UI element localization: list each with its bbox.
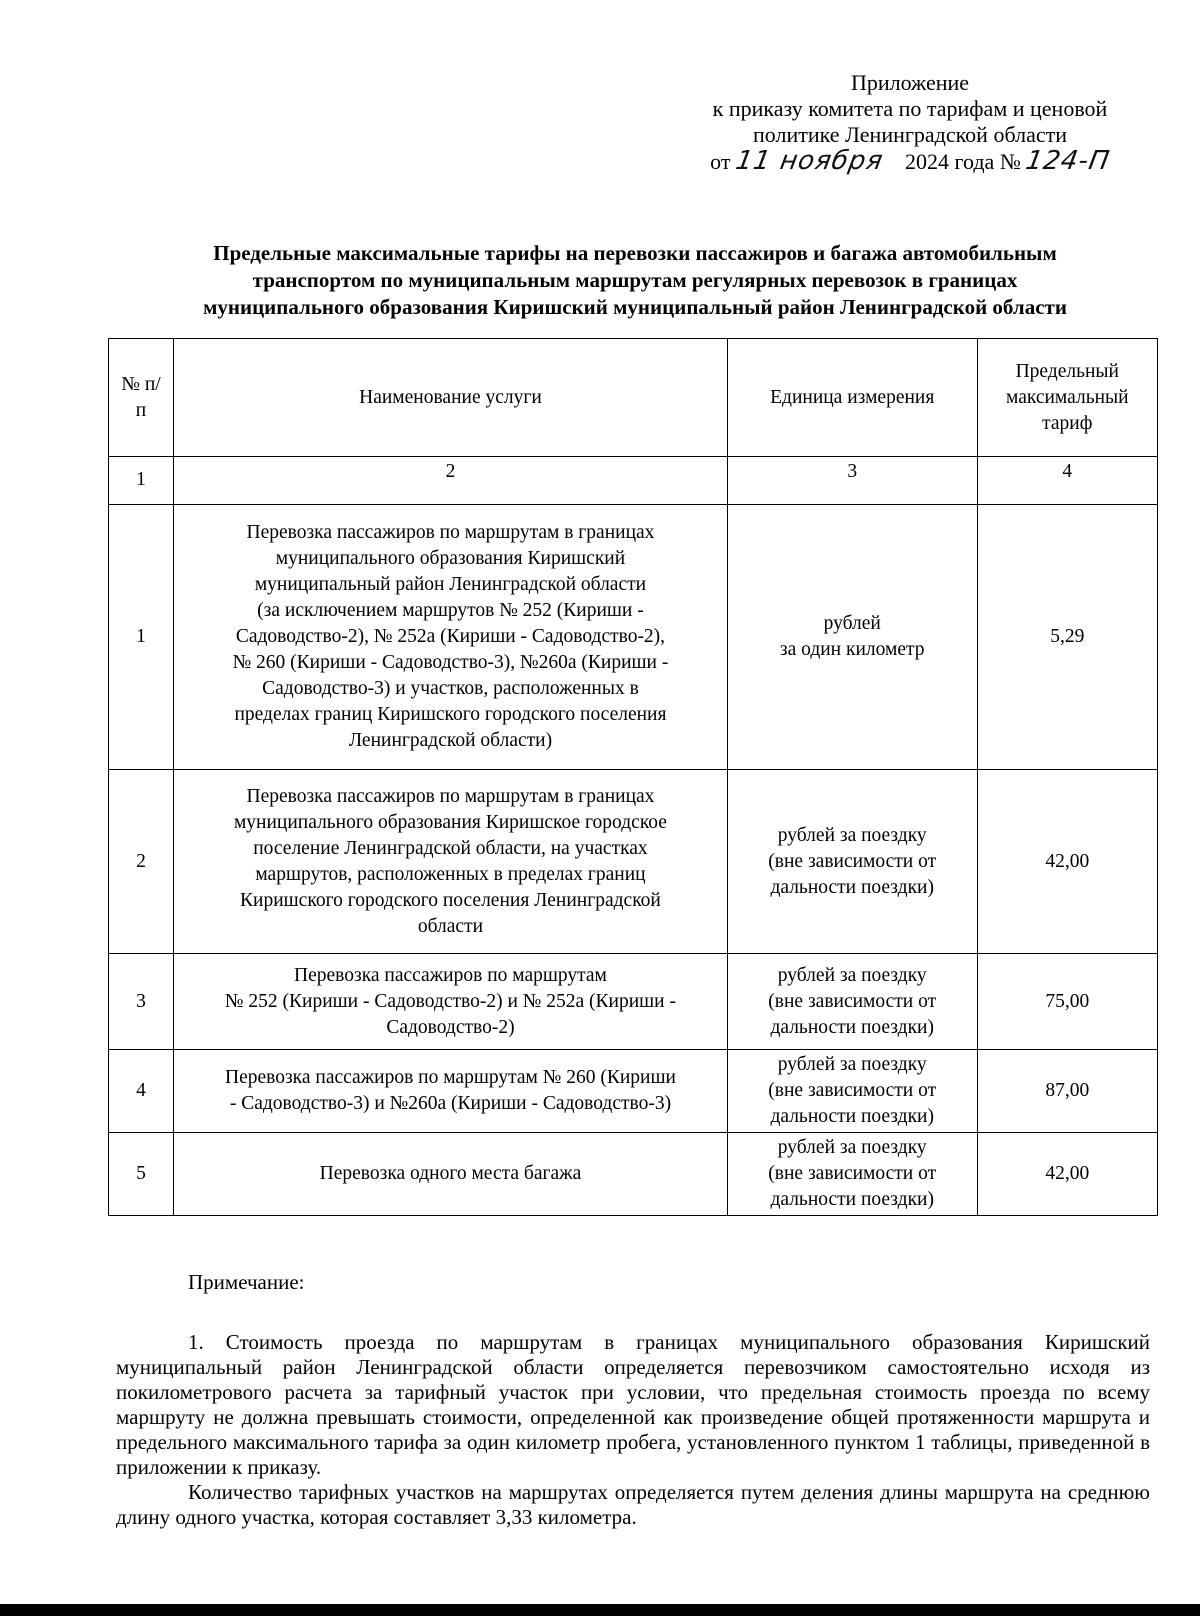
service-name-line: Перевозка одного места багажа [319,1163,582,1184]
service-name-line: - Садоводство-3) и №260а (Кириши - Садоводство-3) [229,1093,672,1114]
service-name-line: Перевозка пассажиров по маршрутам [294,964,607,986]
date-prefix: от [710,149,731,174]
note-text [116,1330,1150,1530]
handwritten-order-number: 124-П [1023,146,1113,176]
title-line-3: муниципального образования Киришский муниципальный район Ленинградской области [203,295,1067,319]
note-paragraph-1: 1. Стоимость проезда по маршрутам в границах муниципального образования Киришский муниципальный район Ленинградской области определяется перевозчиком самостоятельно исходя из покилометрового расчета за тарифный участок при условии, что предельная стоимость проезда по всему маршруту не должна превышать стоимости, определенной как произведение общей протяженности маршрута и предельного максимального тарифа за один километр пробега, установленного пунктом 1 таблицы, приведенной в приложении к приказу. [116,1330,1150,1479]
service-name [174,770,728,954]
unit-line: дальности поездки) [770,1016,934,1038]
service-name-line: муниципального образования Киришское городское [233,811,667,833]
tariff-value: 42,00 [977,770,1157,954]
service-name-line: № 252 (Кириши - Садоводство-2) и № 252а (Кириши - [224,990,676,1012]
scan-edge-bar [0,1604,1200,1616]
appendix-order-ref: к приказу комитета по тарифам и ценовой [712,96,1108,121]
unit-line: рублей за поездку [777,824,927,846]
row-number: 3 [109,954,174,1050]
title-line-2: транспортом по муниципальным маршрутам регулярных перевозок в границах [252,268,1018,292]
service-name-line: (за исключением маршрутов № 252 (Кириши - [257,600,644,621]
service-name-line: № 260 (Кириши - Садоводство-3), №260а (Кириши - [232,652,669,673]
unit [727,1050,977,1133]
unit [727,1133,977,1216]
service-name [174,505,728,770]
unit-line: дальности поездки) [770,876,934,898]
unit [727,770,977,954]
table-row [109,770,1158,954]
service-name-line: Ленинградской области) [348,730,553,751]
service-name-line: поселение Ленинградской области, на участках [253,837,648,859]
table-row [109,954,1158,1050]
appendix-title: Приложение [850,70,970,95]
note-label: Примечание: [188,1270,305,1294]
service-name-line: муниципального образования Киришский [275,548,626,569]
tariff-table [108,338,1158,1216]
column-number-row [109,457,1158,505]
unit-line: дальности поездки) [770,1189,934,1210]
appendix-committee: политике Ленинградской области [752,122,1067,147]
unit-line: рублей за поездку [777,1137,927,1158]
title-line-1: Предельные максимальные тарифы на перевозки пассажиров и багажа автомобильным [213,241,1057,265]
row-number: 2 [109,770,174,954]
column-number: 4 [977,457,1157,505]
tariff-value: 75,00 [977,954,1157,1050]
unit-line: рублей за поездку [777,964,927,986]
header-unit: Единица измерения [727,339,977,457]
unit-line: (вне зависимости от [768,990,937,1012]
service-name-line: муниципальный район Ленинградской области [254,574,647,595]
service-name-line: маршрутов, расположенных в пределах границ [255,863,646,885]
tariff-value: 87,00 [977,1050,1157,1133]
service-name [174,1133,728,1216]
service-name-line: Перевозка пассажиров по маршрутам в границах [246,785,655,807]
service-name-line: Садоводство-2) [386,1016,515,1038]
service-name [174,1050,728,1133]
unit [727,954,977,1050]
table-row [109,1133,1158,1216]
note-paragraph-2: Количество тарифных участков на маршрутах определяется путем деления длины маршрута на среднюю длину одного участка, которая составляет 3,33 километра. [116,1480,1150,1529]
row-number: 5 [109,1133,174,1216]
tariff-value: 42,00 [977,1133,1157,1216]
unit-line: (вне зависимости от [768,850,937,872]
appendix-date-line [640,148,1180,175]
tariff-value: 5,29 [977,505,1157,770]
service-name-line: Садоводство-3) и участков, расположенных в [262,678,639,699]
handwritten-date: 11 ноября [733,146,886,176]
unit [727,505,977,770]
service-name-line: пределах границ Киришского городского поселения [234,704,667,725]
header-tariff: Предельный максимальный тариф [977,339,1157,457]
unit-line: рублей за поездку [777,1054,927,1075]
unit-line: дальности поездки) [770,1106,934,1127]
column-number: 3 [727,457,977,505]
service-name-line: области [417,915,484,937]
unit-line: за один километр [779,639,925,660]
date-year: 2024 года № [905,149,1021,174]
header-number: № п/п [109,339,174,457]
column-number: 1 [109,457,174,505]
unit-line: рублей [823,613,881,634]
unit-line: (вне зависимости от [768,1163,937,1184]
appendix-header [640,70,1180,175]
service-name-line: Садоводство-2), № 252а (Кириши - Садоводство-2), [235,626,666,647]
table-row [109,1050,1158,1133]
unit-line: (вне зависимости от [768,1080,937,1101]
document-title [110,240,1160,321]
service-name-line: Перевозка пассажиров по маршрутам № 260 (Кириши [225,1067,676,1088]
table-header-row [109,339,1158,457]
row-number: 4 [109,1050,174,1133]
header-service-name: Наименование услуги [174,339,728,457]
service-name-line: Киришского городского поселения Ленинградской [240,889,661,911]
table-row [109,505,1158,770]
row-number: 1 [109,505,174,770]
service-name [174,954,728,1050]
service-name-line: Перевозка пассажиров по маршрутам в границах [246,522,655,543]
column-number: 2 [174,457,728,505]
